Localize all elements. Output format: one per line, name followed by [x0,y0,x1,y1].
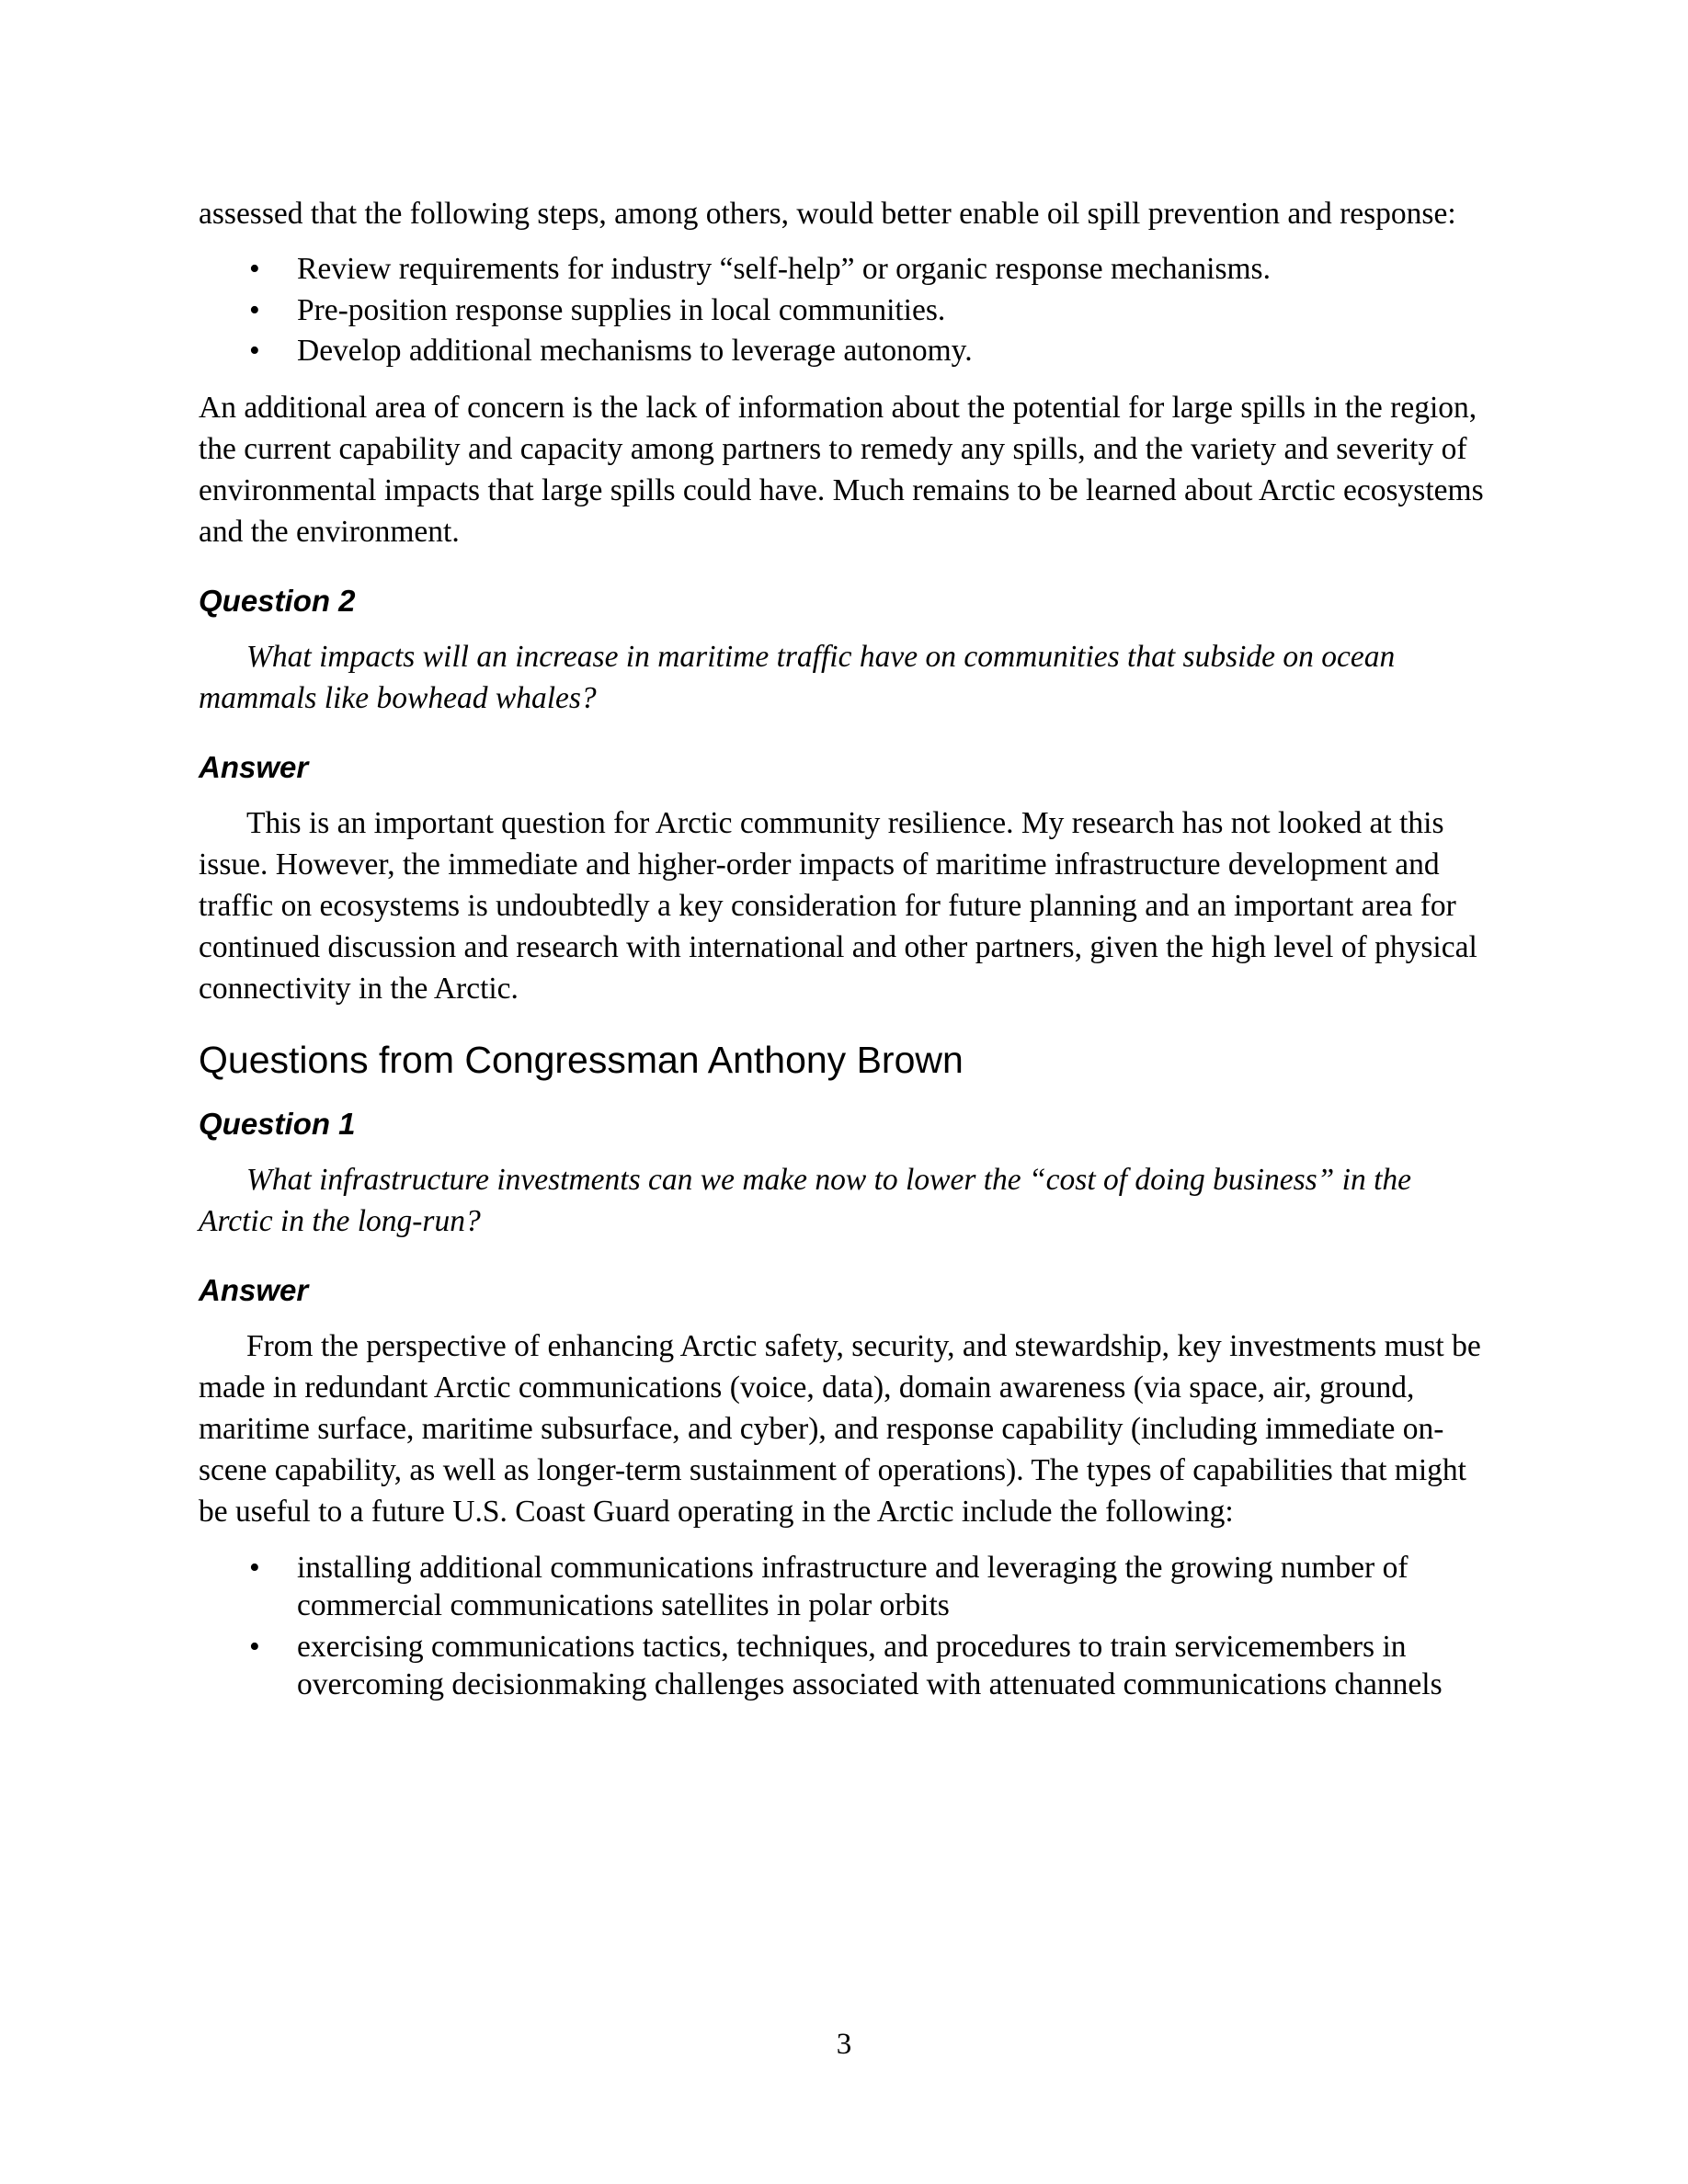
bullet-icon: • [249,252,260,286]
list-item-text: Review requirements for industry “self-help” or organic response mechanisms. [297,252,1271,286]
question-1-heading: Question 1 [199,1106,356,1141]
intro-paragraph: assessed that the following steps, among others, would better enable oil spill prevention and response: [199,197,1456,231]
bullet-icon: • [249,292,260,327]
list-item-text: exercising communications tactics, techniques, and procedures to train servicemembers in overcoming decisionmaking challenges associated with attenuated communications channels [297,1629,1443,1701]
list-item [199,249,1486,290]
page-number: 3 [836,2028,852,2061]
list-item-text: installing additional communications infrastructure and leveraging the growing number of commercial communications satellites in polar orbits [297,1550,1409,1622]
document-page [199,193,1486,1719]
answer-1-text: From the perspective of enhancing Arctic safety, security, and stewardship, key investments must be made in redundant Arctic communications (voice, data), domain awareness (via space, air, ground, maritime surface, maritime subsurface, and cyber), and response capability (including immediate on-scene capability, as well as longer-term sustainment of operations). The types of capabilities that might be useful to a future U.S. Coast Guard operating in the Arctic include the following: [199,1328,1481,1529]
section-title: Questions from Congressman Anthony Brown [199,1038,964,1081]
question-1-text: What infrastructure investments can we make now to lower the “cost of doing business” in the Arctic in the long-run? [199,1162,1412,1238]
list-item [199,1549,1486,1625]
bullet-icon: • [249,1629,260,1664]
capabilities-list [199,1549,1486,1704]
answer-2-text: This is an important question for Arctic community resilience. My research has not looked at this issue. However, the immediate and higher-order impacts of maritime infrastructure development and traffic on ecosystems is undoubtedly a key consideration for future planning and an important area for continued discussion and research with international and other partners, given the high level of physical connectivity in the Arctic. [199,805,1477,1006]
answer-1-heading: Answer [199,1272,309,1307]
bullet-icon: • [249,334,260,368]
bullet-icon: • [249,1550,260,1585]
list-item [199,331,1486,372]
list-item [199,1628,1486,1704]
answer-2-heading: Answer [199,749,309,784]
list-item-text: Develop additional mechanisms to leverage autonomy. [297,334,973,368]
list-item [199,290,1486,332]
list-item-text: Pre-position response supplies in local communities. [297,292,946,327]
question-2-heading: Question 2 [199,583,356,618]
question-2-text: What impacts will an increase in maritime traffic have on communities that subside on ocean mammals like bowhead whales? [199,639,1396,715]
concern-paragraph: An additional area of concern is the lack of information about the potential for large spills in the region, the current capability and capacity among partners to remedy any spills, and the variety and severity of environmental impacts that large spills could have. Much remains to be learned about Arctic ecosystems and the environment. [199,390,1484,549]
oil-spill-steps-list [199,249,1486,372]
